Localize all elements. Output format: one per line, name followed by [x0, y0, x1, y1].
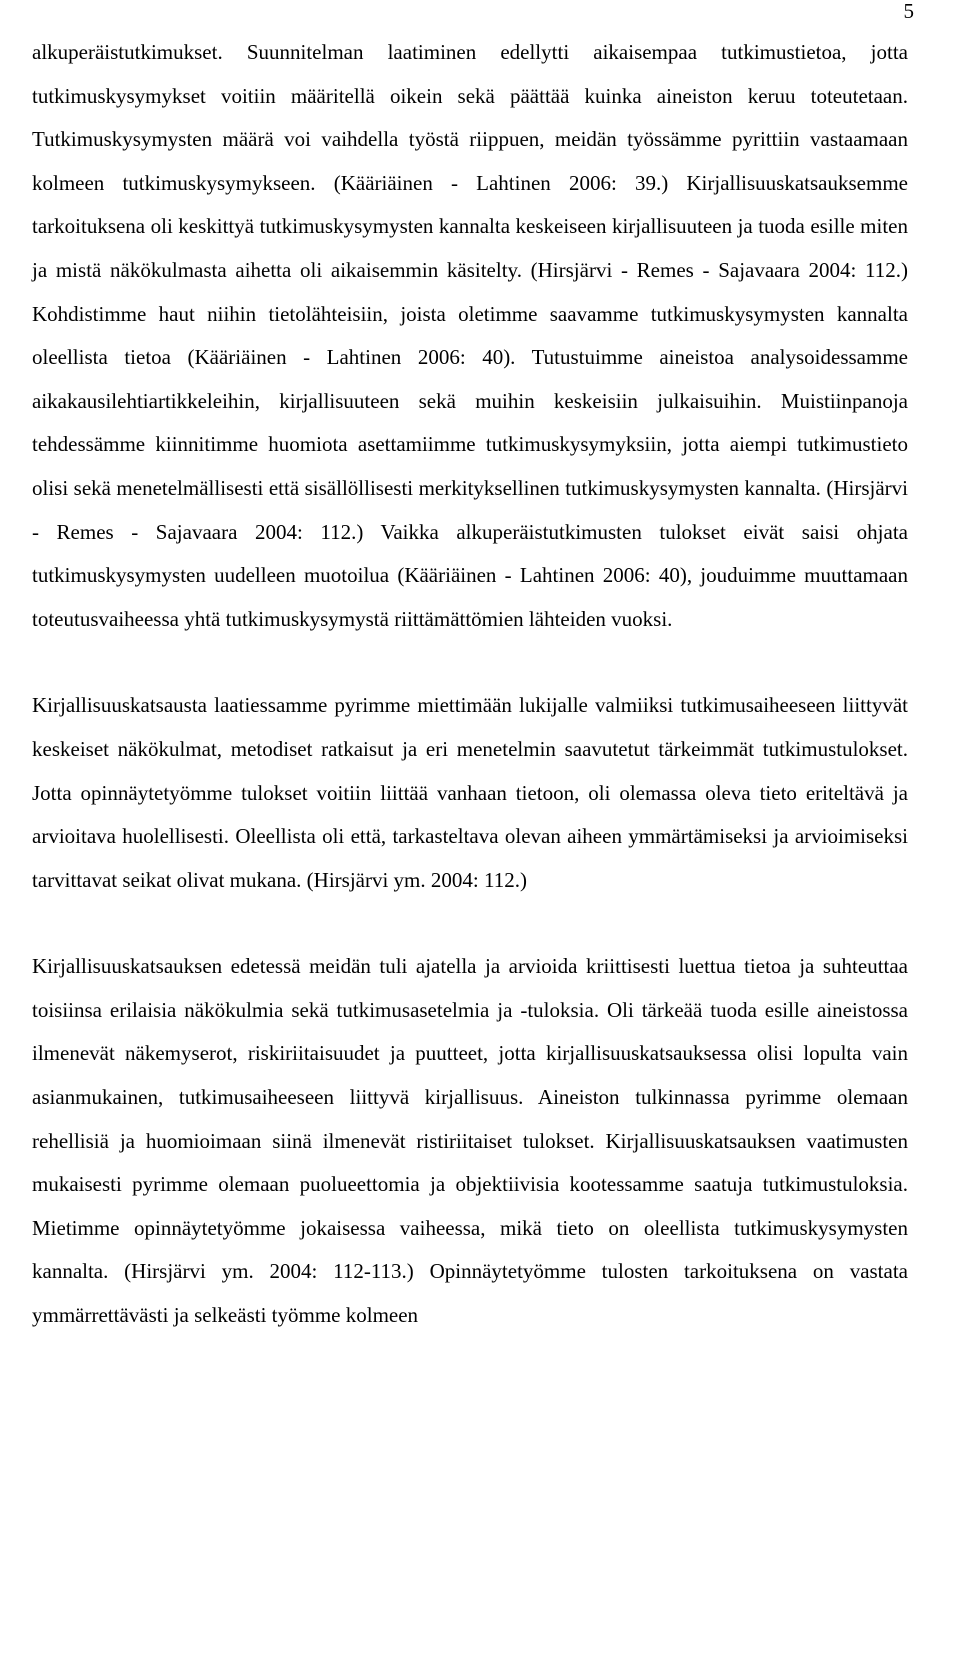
paragraph-research-questions: alkuperäistutkimukset. Suunnitelman laatiminen edellytti aikaisempaa tutkimustietoa, jotta tutkimuskysymykset voitiin määritellä oikein sekä päättää kuinka aineiston keruu toteutetaan. Tutkimuskysymysten määrä voi vaihdella työstä riippuen, meidän työssämme pyrittiin vastaamaan kolmeen tutkimuskysymykseen. (Kääriäinen - Lahtinen 2006: 39.) Kirjallisuuskatsauksemme tarkoituksena oli keskittyä tutkimuskysymysten kannalta keskeiseen kirjallisuuteen ja tuoda esille miten ja mistä näkökulmasta aihetta oli aikaisemmin käsitelty. (Hirsjärvi - Remes - Sajavaara 2004: 112.) Kohdistimme haut niihin tietolähteisiin, joista oletimme saavamme tutkimuskysymysten kannalta oleellista tietoa (Kääriäinen - Lahtinen 2006: 40). Tutustuimme aineistoa analysoidessamme aikakausilehtiartikkeleihin, kirjallisuuteen sekä muihin keskeisiin julkaisuihin. Muistiinpanoja tehdessämme kiinnitimme huomiota asettamiimme tutkimuskysymyksiin, jotta aiempi tutkimustieto olisi sekä menetelmällisesti että sisällöllisesti merkityksellinen tutkimuskysymysten kannalta. (Hirsjärvi - Remes - Sajavaara 2004: 112.) Vaikka alkuperäistutkimusten tulokset eivät saisi ohjata tutkimuskysymysten uudelleen muotoilua (Kääriäinen - Lahtinen 2006: 40), jouduimme muuttamaan toteutusvaiheessa yhtä tutkimuskysymystä riittämättömien lähteiden vuoksi.: [32, 40, 908, 631]
paragraph-critical-evaluation: Kirjallisuuskatsauksen edetessä meidän tuli ajatella ja arvioida kriittisesti luettua tietoa ja suhteuttaa toisiinsa erilaisia näkökulmia sekä tutkimusasetelmia ja -tuloksia. Oli tärkeää tuoda esille aineistossa ilmenevät näkemyserot, riskiriitaisuudet ja puutteet, jotta kirjallisuuskatsauksessa olisi lopulta vain asianmukainen, tutkimusaiheeseen liittyvä kirjallisuus. Aineiston tulkinnassa pyrimme olemaan rehellisiä ja huomioimaan siinä ilmenevät ristiriitaiset tulokset. Kirjallisuuskatsauksen vaatimusten mukaisesti pyrimme olemaan puolueettomia ja objektiivisia kootessamme saatuja tutkimustuloksia. Mietimme opinnäytetyömme jokaisessa vaiheessa, mikä tieto on oleellista tutkimuskysymysten kannalta. (Hirsjärvi ym. 2004: 112-113.) Opinnäytetyömme tulosten tarkoituksena on vastata ymmärrettävästi ja selkeästi työmme kolmeen: [32, 954, 908, 1328]
paragraph-literature-review-aims: Kirjallisuuskatsausta laatiessamme pyrimme miettimään lukijalle valmiiksi tutkimusaiheeseen liittyvät keskeiset näkökulmat, metodiset ratkaisut ja eri menetelmin saavutetut tärkeimmät tutkimustulokset. Jotta opinnäytetyömme tulokset voitiin liittää vanhaan tietoon, oli olemassa oleva tieto eriteltävä ja arvioitava huolellisesti. Oleellista oli että, tarkasteltava olevan aiheen ymmärtämiseksi ja arvioimiseksi tarvittavat seikat olivat mukana. (Hirsjärvi ym. 2004: 112.): [32, 693, 908, 892]
page-number: 5: [903, 0, 914, 23]
document-body: [32, 31, 908, 1338]
